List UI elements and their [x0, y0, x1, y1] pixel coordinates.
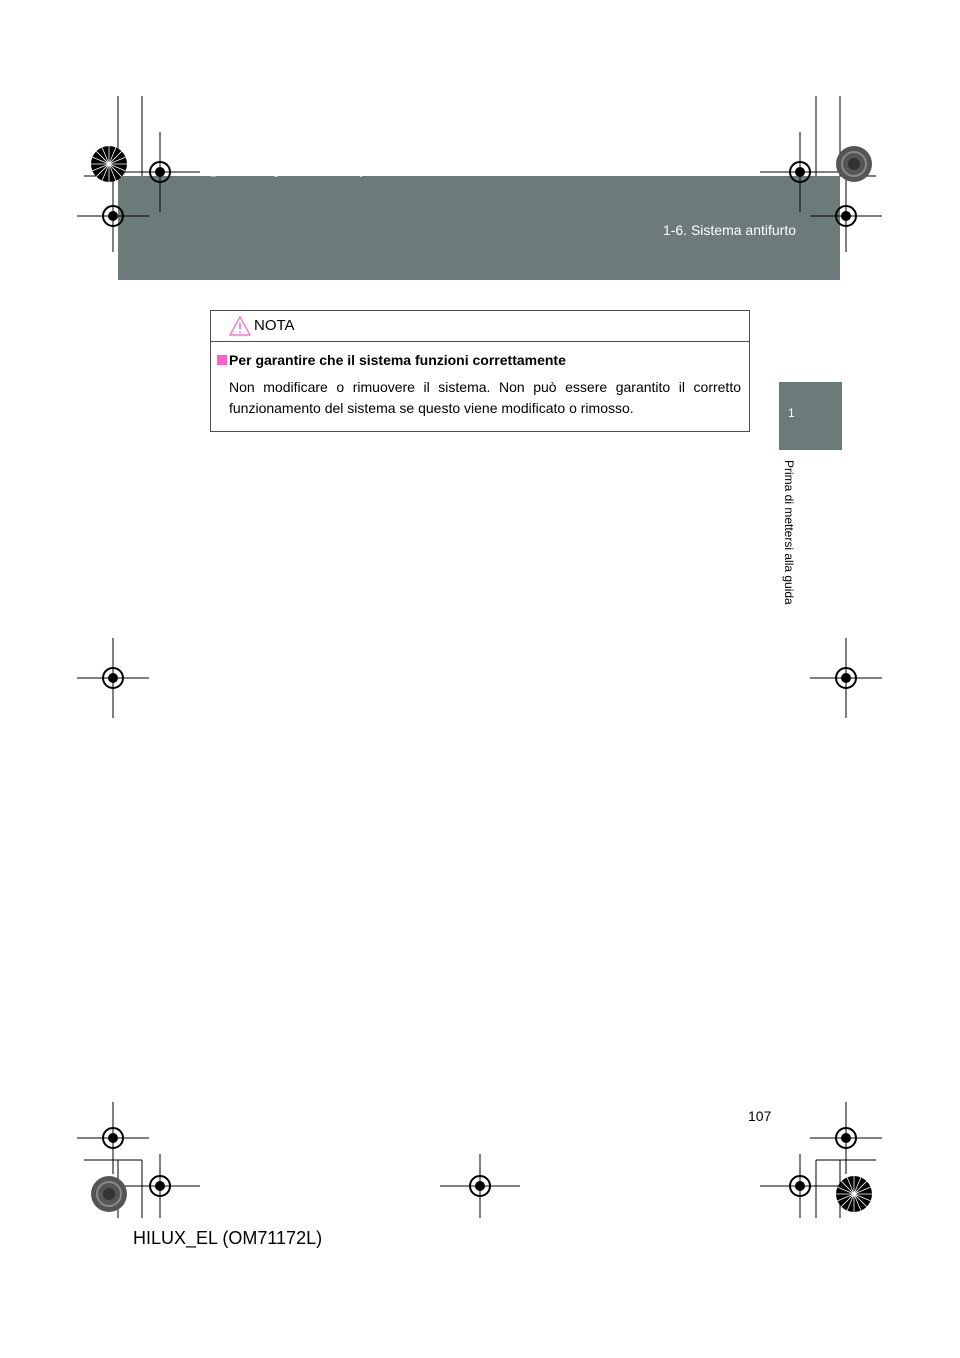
trim-lines	[84, 96, 876, 1218]
registration-target-icon	[77, 132, 882, 1218]
chapter-label: Prima di mettersi alla guida	[782, 460, 796, 605]
section-title: 1-6. Sistema antifurto	[662, 222, 796, 238]
page-number: 107	[748, 1108, 772, 1124]
note-title: NOTA	[254, 317, 295, 334]
document-code: HILUX_EL (OM71172L)	[133, 1228, 323, 1248]
book-stamp: HILUX_EL.book Page 107 Wednesday, March 23, 2011 3:30 PM	[182, 168, 503, 178]
note-heading: Per garantire che il sistema funzioni correttamente	[229, 352, 566, 368]
chapter-number: 1	[788, 406, 795, 420]
note-body: Non modificare o rimuovere il sistema. Non può essere garantito il corretto funzionamento del sistema se questo viene modificato o rimosso.	[229, 379, 741, 416]
starburst-mark-icon	[91, 146, 872, 1212]
